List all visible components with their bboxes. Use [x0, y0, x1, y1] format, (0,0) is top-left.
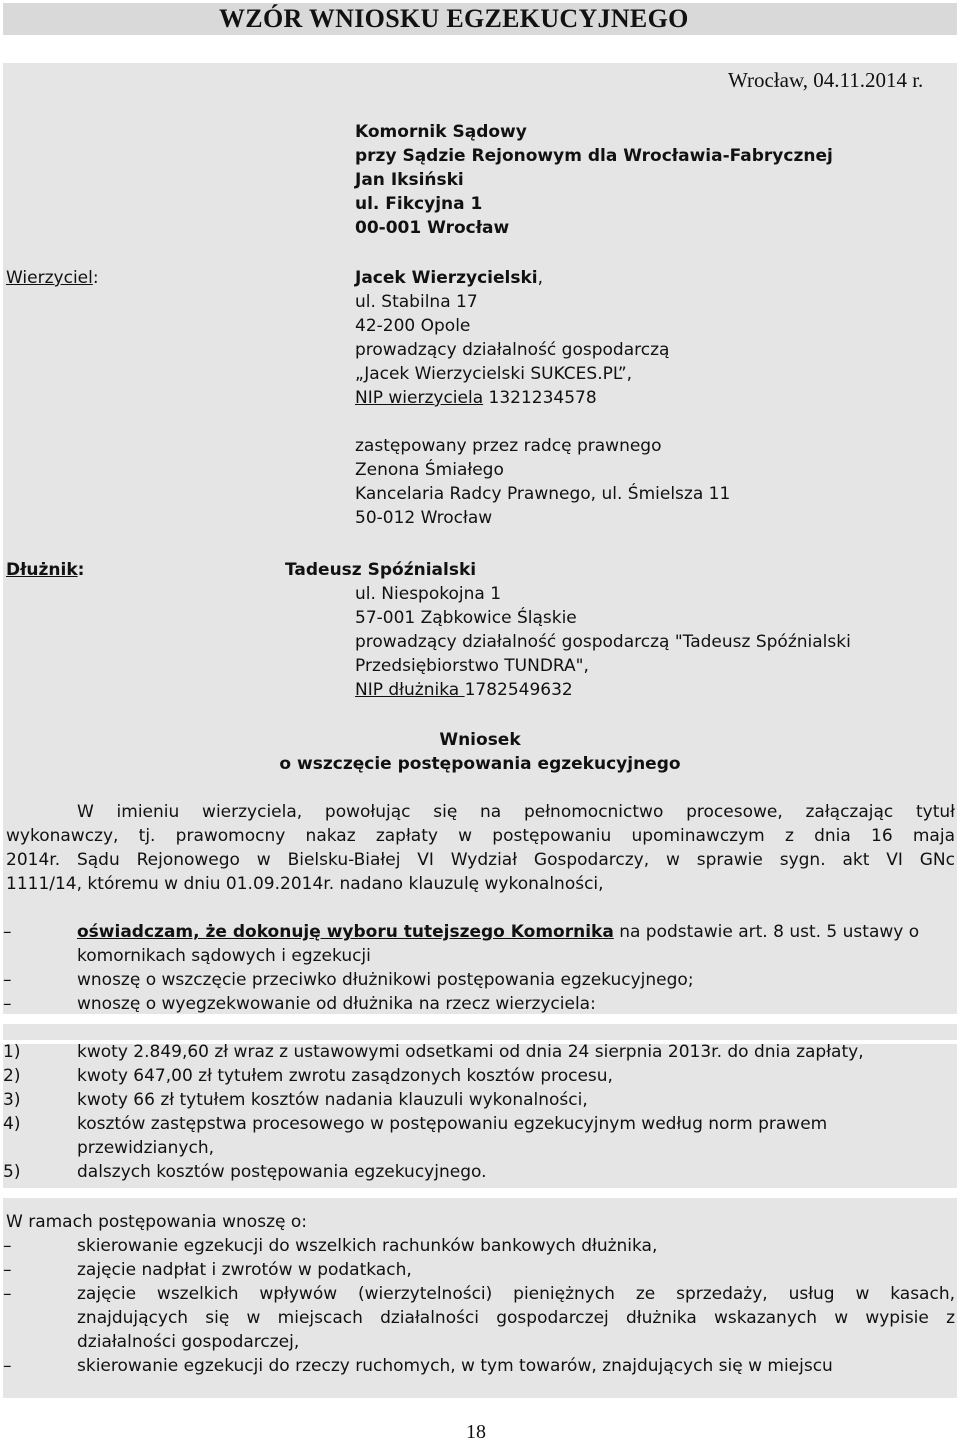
request-item-2: wnoszę o wyegzekwowanie od dłużnika na rzecz wierzyciela: — [77, 994, 596, 1014]
bailiff-name: Jan Iksiński — [355, 170, 464, 190]
amount-number: 2) — [3, 1066, 21, 1086]
request-item-1: wnoszę o wszczęcie przeciwko dłużnikowi postępowania egzekucyjnego; — [77, 970, 694, 990]
dash-bullet: – — [3, 1260, 12, 1280]
dash-bullet: – — [3, 970, 12, 990]
dash-bullet: – — [3, 1356, 12, 1376]
amount-item: kosztów zastępstwa procesowego w postępowaniu egzekucyjnym według norm prawem — [77, 1114, 828, 1134]
creditor-nip-line — [355, 386, 597, 410]
debtor-label-colon: : — [77, 560, 85, 580]
amount-number: 3) — [3, 1090, 21, 1110]
ramach-item: skierowanie egzekucji do rzeczy ruchomych, w tym towarów, znajdujących się w miejscu — [77, 1356, 833, 1376]
creditor-street: ul. Stabilna 17 — [355, 292, 478, 312]
bailiff-court: przy Sądzie Rejonowym dla Wrocławia-Fabrycznej — [355, 146, 833, 166]
debtor-nip-line — [355, 678, 573, 702]
amount-number: 5) — [3, 1162, 21, 1182]
block-gap — [3, 1188, 957, 1198]
creditor-name: Jacek Wierzycielski — [355, 268, 538, 288]
declaration-bold: oświadczam, że dokonuję wyboru tutejszego Komornika — [77, 922, 614, 942]
ramach-item-continued: działalności gospodarczej, — [77, 1332, 300, 1352]
dash-bullet: – — [3, 1284, 12, 1304]
amount-number: 1) — [3, 1042, 21, 1062]
declaration-line-2: komornikach sądowych i egzekucji — [77, 946, 371, 966]
intro-line-4: 1111/14, któremu w dniu 01.09.2014r. nadano klauzulę wykonalności, — [6, 874, 604, 894]
creditor-rep-line-2: Zenona Śmiałego — [355, 460, 504, 480]
declaration-rest: na podstawie art. 8 ust. 5 ustawy o — [613, 922, 920, 942]
page-number: 18 — [466, 1421, 486, 1443]
ramach-intro: W ramach postępowania wnoszę o: — [6, 1212, 307, 1232]
bailiff-street: ul. Fikcyjna 1 — [355, 194, 483, 214]
debtor-activity: prowadzący działalność gospodarczą "Tadeusz Spóźnialski — [355, 632, 851, 652]
debtor-nip-label: NIP dłużnika — [355, 680, 465, 700]
creditor-label-colon: : — [92, 268, 99, 288]
intro-line-3: 2014r. Sądu Rejonowego w Bielsku-Białej VI Wydział Gospodarczy, w sprawie sygn. akt VI GNc — [6, 850, 955, 870]
bailiff-title: Komornik Sądowy — [355, 122, 527, 142]
amount-item: kwoty 2.849,60 zł wraz z ustawowymi odsetkami od dnia 24 sierpnia 2013r. do dnia zapłaty, — [77, 1042, 864, 1062]
creditor-label — [6, 266, 99, 290]
creditor-nip-value: 1321234578 — [483, 388, 597, 408]
ramach-item: zajęcie nadpłat i zwrotów w podatkach, — [77, 1260, 412, 1280]
creditor-rep-line-1: zastępowany przez radcę prawnego — [355, 436, 662, 456]
ramach-item-continued: znajdujących się w miejscach działalności gospodarczej dłużnika wskazanych w wypisie z — [77, 1308, 955, 1328]
creditor-name-line — [355, 266, 543, 290]
debtor-label — [6, 558, 84, 582]
creditor-company: „Jacek Wierzycielski SUKCES.PL”, — [355, 364, 633, 384]
creditor-rep-line-3: Kancelaria Radcy Prawnego, ul. Śmielsza 11 — [355, 484, 731, 504]
ramach-item: zajęcie wszelkich wpływów (wierzytelności) pieniężnych ze sprzedaży, usług w kasach, — [77, 1284, 955, 1304]
dash-bullet: – — [3, 1236, 12, 1256]
dash-bullet: – — [3, 994, 12, 1014]
amount-number: 4) — [3, 1114, 21, 1134]
ramach-item: skierowanie egzekucji do wszelkich rachunków bankowych dłużnika, — [77, 1236, 658, 1256]
creditor-activity: prowadzący działalność gospodarczą — [355, 340, 670, 360]
debtor-street: ul. Niespokojna 1 — [355, 584, 502, 604]
request-heading-line-2: o wszczęcie postępowania egzekucyjnego — [279, 754, 681, 774]
amount-item-continued: przewidzianych, — [77, 1138, 215, 1158]
debtor-city: 57-001 Ząbkowice Śląskie — [355, 608, 577, 628]
creditor-nip-label: NIP wierzyciela — [355, 388, 484, 408]
creditor-city: 42-200 Opole — [355, 316, 471, 336]
dash-bullet: – — [3, 922, 12, 942]
document-title: WZÓR WNIOSKU EGZEKUCYJNEGO — [219, 4, 689, 33]
debtor-nip-value: 1782549632 — [464, 680, 573, 700]
amount-item: kwoty 647,00 zł tytułem zwrotu zasądzonych kosztów procesu, — [77, 1066, 613, 1086]
intro-line-2: wykonawczy, tj. prawomocny nakaz zapłaty w postępowaniu upominawczym z dnia 16 maja — [6, 826, 955, 846]
creditor-label-text: Wierzyciel — [6, 268, 93, 288]
amount-item: kwoty 66 zł tytułem kosztów nadania klauzuli wykonalności, — [77, 1090, 588, 1110]
bailiff-city: 00-001 Wrocław — [355, 218, 510, 238]
creditor-rep-line-4: 50-012 Wrocław — [355, 508, 493, 528]
debtor-company: Przedsiębiorstwo TUNDRA", — [355, 656, 589, 676]
debtor-name: Tadeusz Spóźnialski — [285, 560, 477, 580]
debtor-label-text: Dłużnik — [6, 560, 78, 580]
amount-item: dalszych kosztów postępowania egzekucyjnego. — [77, 1162, 487, 1182]
intro-line-1: W imieniu wierzyciela, powołując się na pełnomocnictwo procesowe, załączając tytuł — [77, 802, 955, 822]
date-line: Wrocław, 04.11.2014 r. — [728, 68, 924, 92]
request-heading-line-1: Wniosek — [439, 730, 521, 750]
declaration-line — [77, 920, 955, 944]
creditor-name-suffix: , — [537, 268, 544, 288]
